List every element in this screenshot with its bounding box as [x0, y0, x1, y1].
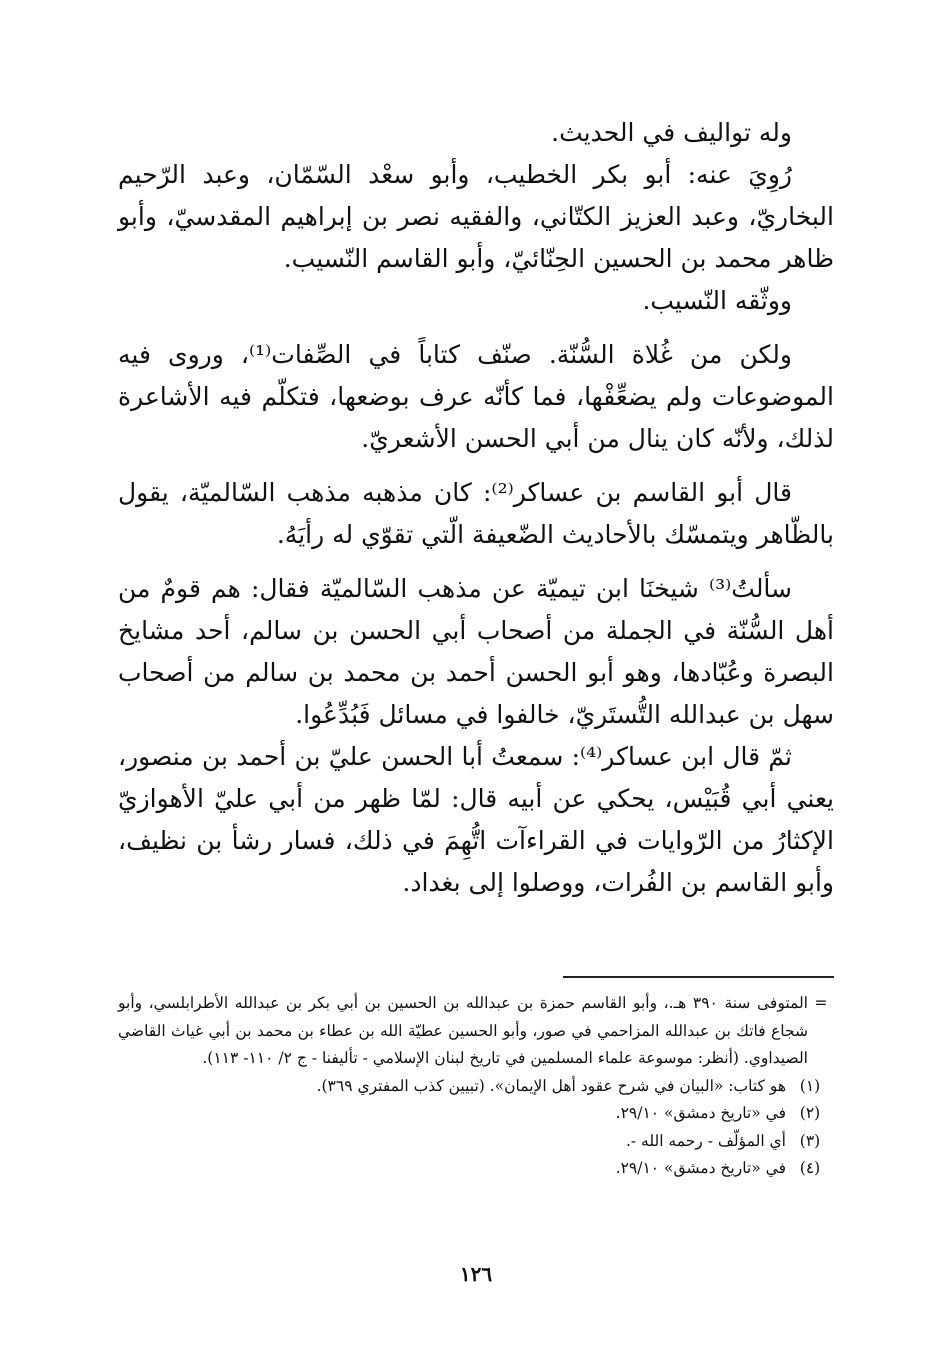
footnote-divider — [563, 976, 834, 978]
footnote-2 — [118, 1100, 834, 1128]
footnote-1 — [118, 1073, 834, 1101]
paragraph-2: رُوِيَ عنه: أبو بكر الخطيب، وأبو سعْد السّمّان، وعبد الرّحيم البخاريّ، وعبد العزيز الكتّاني، والفقيه نصر بن إبراهيم المقدسيّ، وأبو ظاهر محمد بن الحسين الحِنّائيّ، وأبو القاسم النّسيب. — [118, 160, 834, 273]
footnote-number: (٤) — [799, 1159, 821, 1177]
main-text — [118, 112, 834, 904]
footnotes — [118, 990, 834, 1183]
paragraph-4: ولكن من غُلاة السُّنّة. صنّف كتاباً في الصِّفات⁽¹⁾، وروى فيه الموضوعات ولم يضعِّفْها، فما كأنّه عرف بوضعها، فتكلّم فيه الأشاعرة لذلك، ولأنّه كان ينال من أبي الحسن الأشعريّ. — [118, 340, 834, 453]
page-number: ١٢٦ — [459, 1262, 493, 1286]
footnote-continuation — [118, 990, 834, 1073]
footnote-number: (٣) — [799, 1131, 821, 1150]
footnote-text: في «تاريخ دمشق» ٢٩/١٠. — [615, 1104, 786, 1122]
footnote-text: أي المؤلّف - رحمه الله -. — [625, 1131, 786, 1150]
footnote-4 — [118, 1155, 834, 1183]
footnote-text: هو كتاب: «البيان في شرح عقود أهل الإيمان». (تبيين كذب المفتري ٣٦٩). — [316, 1076, 786, 1095]
paragraph-6: سألتُ⁽³⁾ شيخنَا ابن تيميّة عن مذهب السّالميّة فقال: هم قومٌ من أهل السُّنّة في الجملة من أصحاب أبي الحسن بن سالم، أحد مشايخ البصرة وعُبّادها، وهو أبو الحسن أحمد بن محمد بن سالم من أصحاب سهل بن عبدالله التُّستَريّ، خالفوا في مسائل فَبُدِّعُوا. — [118, 574, 834, 729]
footnote-3 — [118, 1128, 834, 1156]
paragraph-7: ثمّ قال ابن عساكر⁽⁴⁾: سمعتُ أبا الحسن عليّ بن أحمد بن منصور، يعني أبي قُبَيْس، يحكي عن أبيه قال: لمّا ظهر من أبي عليّ الأهوازيّ الإكثارُ من الرّوايات في القراءآت اتُّهِمَ في ذلك، فسار رشأ بن نظيف، وأبو القاسم بن الفُرات، ووصلوا إلى بغداد. — [118, 742, 834, 897]
paragraph-5: قال أبو القاسم بن عساكر⁽²⁾: كان مذهبه مذهب السّالميّة، يقول بالظّاهر ويتمسّك بالأحاديث الضّعيفة الّتي تقوّي له رأيَهُ. — [118, 478, 834, 549]
footnote-text: في «تاريخ دمشق» ٢٩/١٠. — [615, 1159, 786, 1177]
continuation-text: المتوفى سنة ٣٩٠ هـ.، وأبو القاسم حمزة بن عبدالله بن الحسين بن أبي بكر بن عبدالله الأطرابلسي، وأبو شجاع فاتك بن عبدالله المزاحمي في صور، وأبو الحسين عطيّة الله بن عطاء بن محمد بن أبي غياث القاضي الصيداوي. (أنظر: موسوعة علماء المسلمين في تاريخ لبنان الإسلامي - تأليفنا - ج ٢/ ١١٠- ١١٣). — [118, 994, 809, 1067]
footnote-number: (٢) — [799, 1104, 821, 1122]
footnote-number: (١) — [799, 1076, 821, 1095]
continuation-marker: = — [814, 994, 828, 1012]
paragraph-1: وله تواليف في الحديث. — [551, 118, 792, 147]
paragraph-3: ووثّقه النّسيب. — [642, 286, 792, 315]
